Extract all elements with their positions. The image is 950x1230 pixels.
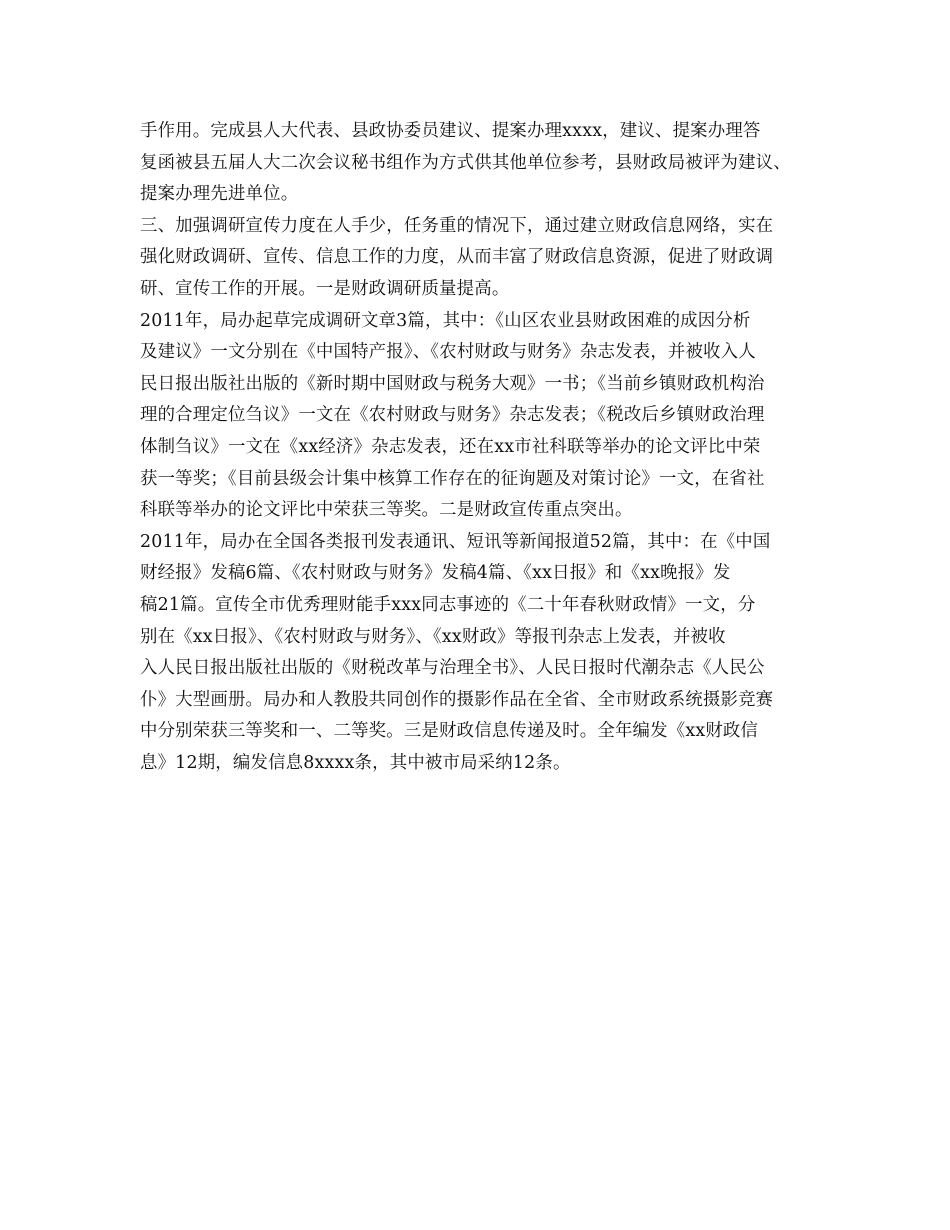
document-body xyxy=(140,116,816,779)
text-line: 研、宣传工作的开展。一是财政调研质量提高。 xyxy=(140,278,510,299)
text-line: 入人民日报出版社出版的《财税改革与治理全书》、人民日报时代潮杂志《人民公 xyxy=(140,658,765,679)
text-line: 中分别荣获三等奖和一、二等奖。三是财政信息传递及时。全年编发《xx财政信 xyxy=(140,721,759,742)
text-line: 稿21篇。宣传全市优秀理财能手xxx同志事迹的《二十年春秋财政情》一文，分 xyxy=(140,594,756,615)
text-line: 息》12期，编发信息8xxxx条，其中被市局采纳12条。 xyxy=(140,752,571,773)
text-line: 科联等举办的论文评比中荣获三等奖。二是财政宣传重点突出。 xyxy=(140,500,633,521)
text-line: 民日报出版社出版的《新时期中国财政与税务大观》一书；《当前乡镇财政机构治 xyxy=(140,373,765,394)
text-line: 2011年，局办在全国各类报刊发表通讯、短讯等新闻报道52篇，其中：在《中国 xyxy=(140,531,771,552)
text-line: 仆》大型画册。局办和人教股共同创作的摄影作品在全省、全市财政系统摄影竞赛 xyxy=(140,689,774,710)
text-line: 财经报》发稿6篇、《农村财政与财务》发稿4篇、《xx日报》和《xx晚报》发 xyxy=(140,563,731,584)
text-line: 2011年，局办起草完成调研文章3篇，其中：《山区农业县财政困难的成因分析 xyxy=(140,310,751,331)
text-line: 提案办理先进单位。 xyxy=(140,184,299,205)
text-line: 复函被县五届人大二次会议秘书组作为方式供其他单位参考，县财政局被评为建议、 xyxy=(140,152,791,173)
text-line: 强化财政调研、宣传、信息工作的力度，从而丰富了财政信息资源，促进了财政调 xyxy=(140,247,774,268)
text-line: 理的合理定位刍议》一文在《农村财政与财务》杂志发表；《税改后乡镇财政治理 xyxy=(140,405,765,426)
text-line: 手作用。完成县人大代表、县政协委员建议、提案办理xxxx，建议、提案办理答 xyxy=(140,121,761,141)
text-line: 获一等奖；《目前县级会计集中核算工作存在的征询题及对策讨论》一文，在省社 xyxy=(140,468,765,489)
text-line: 别在《xx日报》、《农村财政与财务》、《xx财政》等报刊杂志上发表，并被收 xyxy=(140,626,726,647)
text-line: 体制刍议》一文在《xx经济》杂志发表，还在xx市社科联等举办的论文评比中荣 xyxy=(140,436,761,457)
text-line: 及建议》一文分别在《中国特产报》、《农村财政与财务》杂志发表，并被收入人 xyxy=(140,342,756,363)
section-heading-line: 三、加强调研宣传力度在人手少，任务重的情况下，通过建立财政信息网络，实在 xyxy=(140,215,774,236)
